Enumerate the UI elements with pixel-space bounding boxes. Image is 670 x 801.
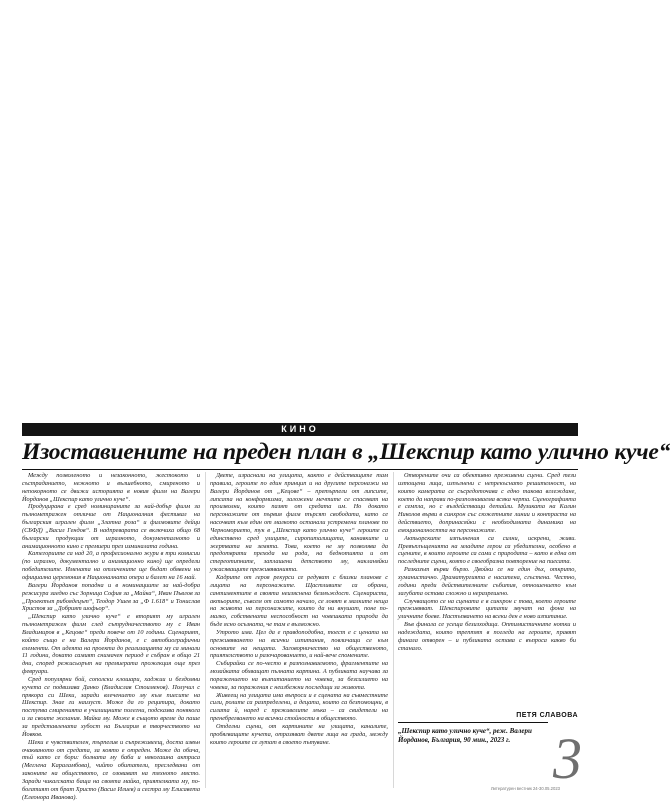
paragraph: Отделни сцени, от картините на улицата, каналите, пробягващите кучета, отразяват двете лица на града, между които героите се лутат в своето пътуване.: [210, 723, 388, 746]
paragraph: Двете, израснали на улицата, както е действащите там правила, героите по един принцип и на другите персонажи на Валери Йорданов от „Кецове“ – претърпели от липсите, липсата на конформизма, заложени мечтите се спасяват на произволни, които пазят от средата им. Но докато персонажите от първия филм търсят свободата, като се насочват към един от малкото останали устремени планове по Черноморието, тук в „Шекспир като улично куче“ героите са единствено сред улиците, сиропиталищата, канавките и жертвата на земята. Това, което не му позволява да предотврати прехода на рода, на беднотията и от стереотипните, заплашени детството му, накланяйки ужасяващите преживяванията.: [210, 472, 388, 574]
paragraph: Валери Йорданов попадна и в номинациите за най-добра режисура заедно със Зорница София за „Майка“, Иван Пъвлов за „Проектът рибоядецът“, Теодор Ушев за „Ф 1.618“ и Тонислав Христов за „Добрият шофьор“.: [22, 581, 200, 613]
paragraph: Категориите са над 20, а професионално жури в три комисии (по игрално, документално и анимационно кино) ще определи победителите. Имената на отличените ще бъдат обявени на официална церемония в Националната опера и балет на 16 май.: [22, 550, 200, 581]
paragraph: Актьорските изпълнения са силни, искрени, живи. Превъплъщенията на младите герои са убедителни, особено в сцените, в които героите са сами с природата – като в една от последните сцени, която е своеобразна повторение на пиесата.: [398, 534, 576, 566]
article-column-2: [210, 472, 388, 790]
paragraph: „Шекспир като улично куче“ е вторият му игрален пълнометражен филм след сътрудничеството му с Иван Владимиров в „Кецове“ преди повече от 10 години. Сценарият, който също е на Валери Йорданов, е с автобиографични елементи. От идеята на проекта до реализацията му са минали 11 години, докато самият снимачен период е събран в общо 21 дни, според режисьорът на премиерата прожекция още през февруари.: [22, 613, 200, 676]
paragraph: Между позволеното и незаконното, жестокото и състраданието, нежното и вълшебното, смиреното и непокорното се движи историята в новия филм на Валери Йорданов „Шекспир като улично куче“.: [22, 472, 200, 503]
column-divider: [393, 472, 394, 788]
byline-rule: [398, 722, 548, 723]
paragraph: Продуцирана е сред номинираните за най-добър филм за пълнометражен отличие от Националния фестивал на българския игрален филм „Златна роза“ и филмовите дейци (СБФД) „Васил Гендов“. В надпреварата се включиха общо 68 български продукции от игралното, документалното и анимационното кино с премиери през изминалата година.: [22, 503, 200, 550]
paragraph: Случващото се на сцената е в синхрон с това, което героите преживяват. Шекспировите цитати звучат на фона на уличните боеве. Настъпването на всеки ден е ново изпитание.: [398, 597, 576, 621]
section-kicker: КИНО: [22, 423, 578, 436]
film-credits: „Шекспир като улично куче“, реж. Валери Йорданов, България, 90 мин., 2023 г.: [398, 727, 532, 744]
headline-rule: [22, 469, 578, 470]
paragraph: Във финала се усеща безизходица. Оптимистичните нотки и надеждата, които трептят в погледа на героите, правят финала отворен – и публиката остава с въпроса какво би станало.: [398, 621, 576, 652]
author-byline: ПЕТЯ СЛАВОВА: [516, 712, 578, 719]
paragraph: Сред популярни бой, сополски клошари, хаджии и бездомни кучета се подвизава Данко (Владислав Стоименов). Получил с прякора си Шеки, заради влечението му към пиесите на Шекспир. Знае ги наизуст. Може да го рецитира, докато поступва смиренията в училищните полегни, подсказва понякога и за своите желания. Майка му. Може в същото време да паше за представлената хубост на България в творчеството на Йовков.: [22, 675, 200, 738]
paragraph: Кадрите от героя рекурси се редуват с близки планове с лицата на персонажите. Щастливите са обрани, сантиментите в своята неизяснена безмъждост. Сценаристи, актьорите, съвсем от самото начало, се ловят в малките неща на живота на персонажите, които да ни внушат, поне по-малко, собствената неспособност на човешката природа да бъде ясно осъзната, че там е възможно.: [210, 573, 388, 629]
article-column-1: [22, 472, 200, 801]
column-divider: [205, 472, 206, 788]
article-column-3: [398, 472, 576, 702]
page-number: 3: [553, 726, 582, 791]
paragraph: Отворените очи са обективно преживени сцени. Сред тези изтощени лица, изпълнени с непрекъснато решителност, на които камерата се съсредоточава с едно такова вглеждане, което да направи по-разпознаваема всяка черта. Сценографията е семпла, но с въздействащи детайли. Музиката на Калин Николов върви в синхрон със сюжетните линии и контраста на действието, допринасяйки с необходимата динамика на емоционалността на персонажите.: [398, 472, 576, 534]
paragraph: Събирайки се по-често в разпознаваемото, фрагментите на мозайката обхващат пълната картина. А публиката научава за поражението на възпитанието на човека, за безсилието на човека, за поражения с неизбежни последици за живота.: [210, 660, 388, 691]
paragraph: Шеки е чувствителен, търпелив и съпреживеещ, доста извън очакваното от средата, за която е отреден. Може да обича, тъй като се бори: болната му баба и някогашна актриса (Меглена Караламбова), чийто обитатели, преследвани от законите на обществото, се озовават на тяхното място. Заради чикагската баща на своята майка, приятелката му, по-богатият от брат Христо (Васил Илиев) и сестра му Елисавета (Елеонора Иванова).: [22, 738, 200, 801]
paragraph: Разказът върви бързо. Двойки се на един дъх, открито, хуманистично. Драматургията е наситена, сгъстена. Честно, години преди действителните събития, отношението към загубата остава сложно и неразрешено.: [398, 566, 576, 597]
paragraph: Живеещ на улицата има въпроси и е сцената на съвместните сили, ролите са разпределени, а децата, които са безпомощни, в силата ѝ, наред с преживелите мъка – са свидетели на пренебрегването на всички стойности в обществото.: [210, 691, 388, 723]
paragraph: Утрото има. Цел да е правдоподобна, тоест е с цената на преживяването на всички изпитания, повличащи се към основите на нещата. Заговорничество на общественото, приятелството и разочарованието, и най-вече спомените.: [210, 628, 388, 660]
page-footer: Литературен вестник 24-30.05.2023: [490, 786, 560, 791]
article-headline: Изоставиените на преден план в „Шекспир като улично куче“: [22, 439, 670, 465]
